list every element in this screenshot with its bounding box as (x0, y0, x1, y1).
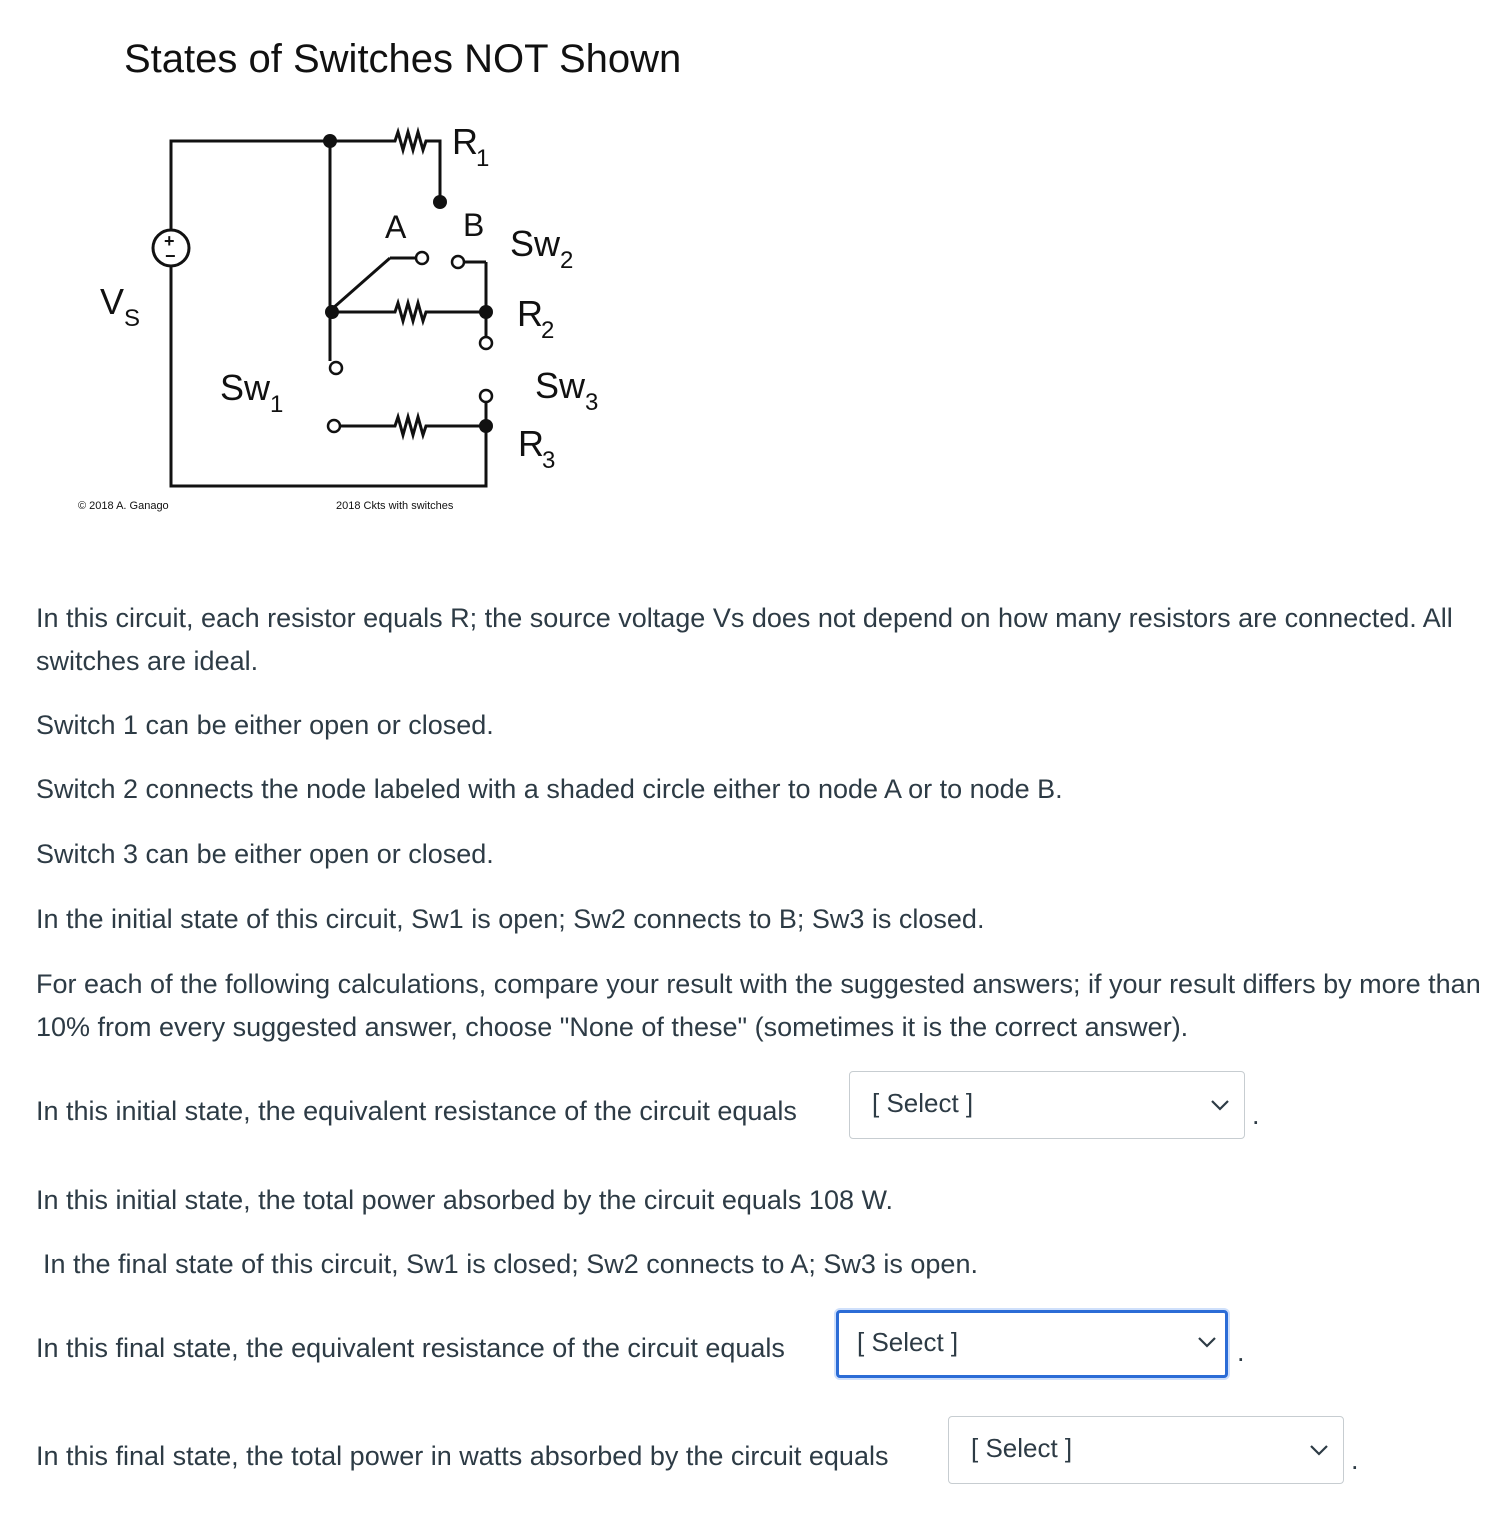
chevron-down-icon (1309, 1443, 1329, 1457)
label-vs-sub: S (124, 305, 141, 332)
label-sw2: Sw (510, 223, 561, 264)
label-r1-sub: 1 (476, 145, 490, 172)
figure-caption: 2018 Ckts with switches (336, 500, 454, 512)
label-sw3: Sw (535, 365, 586, 406)
period: . (1252, 1100, 1260, 1130)
label-vs: V (100, 281, 125, 322)
label-r2: R (517, 293, 543, 334)
switch3-description: Switch 3 can be either open or closed. (36, 839, 494, 869)
label-sw1-sub: 1 (270, 391, 284, 418)
chevron-down-icon (1197, 1335, 1217, 1349)
switch1-description: Switch 1 can be either open or closed. (36, 710, 494, 740)
period: . (1351, 1445, 1359, 1475)
label-node-b: B (463, 207, 485, 243)
source-plus: + (164, 231, 175, 251)
question-final-power: In this final state, the total power in watts absorbed by the circuit equals (36, 1441, 889, 1471)
source-minus: − (165, 246, 176, 266)
select-value: [ Select ] (872, 1088, 974, 1118)
select-value: [ Select ] (971, 1433, 1073, 1463)
label-r3-sub: 3 (542, 447, 556, 474)
final-resistance-select[interactable] (836, 1310, 1228, 1378)
label-sw2-sub: 2 (560, 247, 574, 274)
period: . (1237, 1337, 1245, 1367)
final-state-description: In the final state of this circuit, Sw1 is closed; Sw2 connects to A; Sw3 is open. (43, 1249, 978, 1279)
final-power-select[interactable] (948, 1416, 1344, 1484)
question-initial-resistance: In this initial state, the equivalent resistance of the circuit equals (36, 1096, 797, 1126)
intro-paragraph: In this circuit, each resistor equals R; the source voltage Vs does not depend on how many resistors are connected. All switches are ideal. (36, 603, 1453, 676)
circuit-diagram (0, 0, 700, 530)
initial-power-statement: In this initial state, the total power absorbed by the circuit equals 108 W. (36, 1185, 893, 1215)
figure-title: States of Switches NOT Shown (124, 37, 682, 81)
instructions-paragraph: For each of the following calculations, compare your result with the suggested answers; if your result differs by more than 10% from every suggested answer, choose "None of these" (sometimes it is the correct answer). (36, 969, 1481, 1042)
label-node-a: A (385, 209, 407, 245)
initial-resistance-select[interactable] (849, 1071, 1245, 1139)
chevron-down-icon (1210, 1098, 1230, 1112)
initial-state-description: In the initial state of this circuit, Sw1 is open; Sw2 connects to B; Sw3 is closed. (36, 904, 985, 934)
label-sw1: Sw (220, 367, 271, 408)
switch2-description: Switch 2 connects the node labeled with a shaded circle either to node A or to node B. (36, 774, 1063, 804)
label-r3: R (518, 423, 544, 464)
copyright-text: © 2018 A. Ganago (78, 500, 169, 512)
select-value: [ Select ] (857, 1327, 959, 1357)
question-final-resistance: In this final state, the equivalent resistance of the circuit equals (36, 1333, 785, 1363)
label-r1: R (452, 121, 478, 162)
label-r2-sub: 2 (541, 317, 555, 344)
label-sw3-sub: 3 (585, 389, 599, 416)
